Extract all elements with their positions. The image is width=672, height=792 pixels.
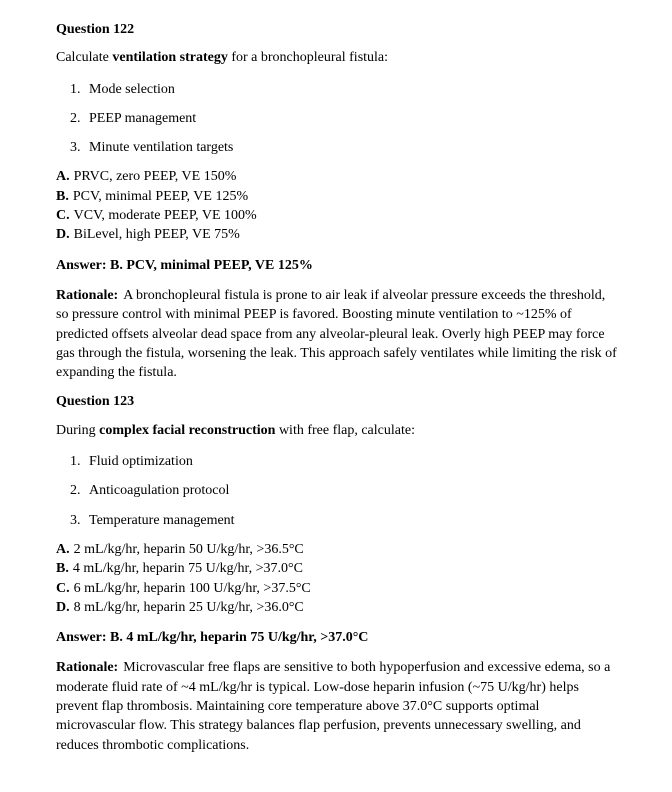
- option-letter: B.: [56, 561, 69, 577]
- option-letter: B.: [56, 188, 69, 204]
- option-d: [56, 598, 618, 617]
- answer-label: Answer:: [56, 630, 107, 646]
- stem-text-pre: During: [56, 422, 100, 438]
- stem-bold-text: ventilation strategy: [112, 50, 228, 66]
- rationale: [56, 286, 618, 382]
- criteria-list: [56, 452, 618, 530]
- list-item: 2. Anticoagulation protocol: [84, 481, 618, 500]
- question-heading: Question 122: [56, 22, 135, 37]
- answer-line: [56, 256, 618, 275]
- option-text: 4 mL/kg/hr, heparin 75 U/kg/hr, >37.0°C: [72, 561, 303, 577]
- stem-text-post: for a bronchopleural fistula:: [227, 50, 389, 66]
- option-b: [56, 187, 618, 206]
- answer-line: [56, 628, 618, 647]
- list-item: 3. Temperature management: [84, 511, 618, 530]
- list-item: 2. PEEP management: [84, 109, 618, 128]
- question-heading: Question 123: [56, 394, 135, 410]
- stem-bold-text: complex facial reconstruction: [99, 422, 276, 438]
- rationale-text: Microvascular free flaps are sensitive to both hypoperfusion and excessive edema, so a moderate fluid rate of ~4 mL/kg/hr is typical. Low-dose heparin infusion (~75 U/kg/hr) helps prevent flap thrombosis. Maintaining core temperature above 37.0°C supports optimal microvascular flow. This strategy balances flap perfusion, prevents unnecessary swelling, and reduces thrombotic complications.: [56, 660, 611, 753]
- option-a: [56, 167, 618, 186]
- options-block: [56, 540, 618, 617]
- answer-text: B. PCV, minimal PEEP, VE 125%: [110, 257, 313, 273]
- criteria-list: [56, 80, 618, 158]
- option-c: [56, 579, 618, 598]
- rationale-label: Rationale:: [56, 660, 119, 676]
- option-a: [56, 540, 618, 559]
- option-c: [56, 206, 618, 225]
- list-item: 3. Minute ventilation targets: [84, 138, 618, 157]
- option-letter: C.: [56, 208, 70, 224]
- stem-text-post: with free flap, calculate:: [275, 422, 415, 438]
- list-item: 1. Fluid optimization: [84, 452, 618, 471]
- answer-label: Answer:: [56, 257, 107, 273]
- option-letter: A.: [56, 169, 70, 185]
- option-text: PRVC, zero PEEP, VE 150%: [73, 169, 237, 185]
- option-letter: A.: [56, 541, 70, 557]
- stem-text-pre: Calculate: [56, 50, 113, 66]
- list-item: 1. Mode selection: [84, 80, 618, 99]
- option-letter: C.: [56, 580, 70, 596]
- options-block: [56, 167, 618, 244]
- option-letter: D.: [56, 227, 70, 243]
- option-text: 8 mL/kg/hr, heparin 25 U/kg/hr, >36.0°C: [73, 599, 304, 615]
- rationale-label: Rationale:: [56, 287, 119, 303]
- question-stem: [56, 48, 618, 67]
- option-text: PCV, minimal PEEP, VE 125%: [72, 188, 249, 204]
- option-text: 6 mL/kg/hr, heparin 100 U/kg/hr, >37.5°C: [73, 580, 311, 596]
- question-block-122: [56, 20, 618, 382]
- option-text: 2 mL/kg/hr, heparin 50 U/kg/hr, >36.5°C: [73, 541, 304, 557]
- option-letter: D.: [56, 599, 70, 615]
- answer-text: B. 4 mL/kg/hr, heparin 75 U/kg/hr, >37.0°C: [110, 630, 369, 646]
- question-block-123: [56, 392, 618, 754]
- option-text: BiLevel, high PEEP, VE 75%: [73, 227, 240, 243]
- rationale: [56, 658, 618, 754]
- option-text: VCV, moderate PEEP, VE 100%: [73, 208, 257, 224]
- option-b: [56, 559, 618, 578]
- option-d: [56, 225, 618, 244]
- question-stem: [56, 421, 618, 440]
- rationale-text: A bronchopleural fistula is prone to air leak if alveolar pressure exceeds the threshold, so pressure control with minimal PEEP is favored. Boosting minute ventilation to ~125% of predicted offsets alveolar dead space from any alveolar-pleural leak. Overly high PEEP may force gas through the fistula, worsening the leak. This approach safely ventilates while limiting the risk of expanding the fistula.: [56, 287, 617, 381]
